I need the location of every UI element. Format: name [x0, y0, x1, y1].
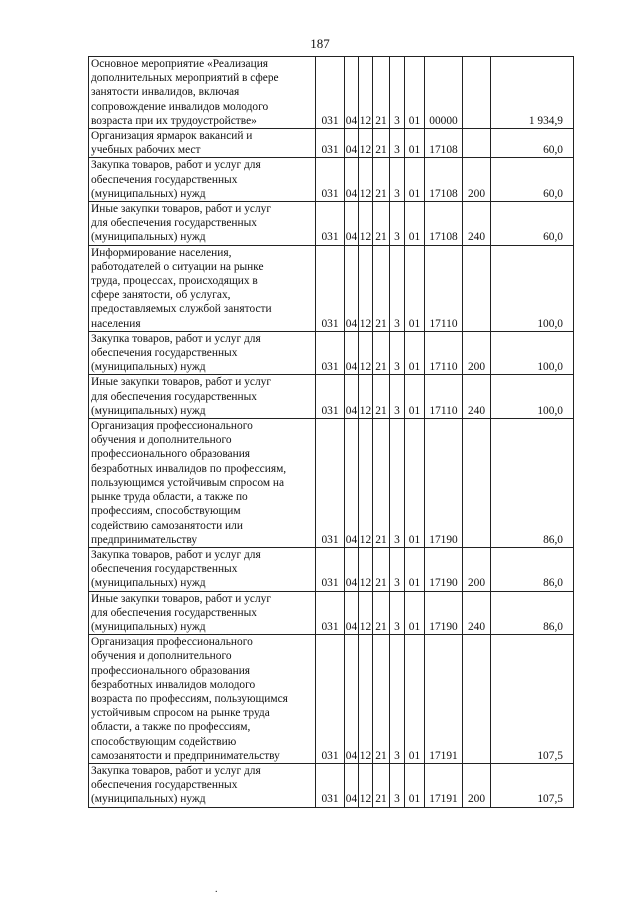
table-row: [89, 129, 574, 158]
adm-code-cell: 031: [316, 245, 345, 331]
event-cell: 01: [405, 547, 425, 591]
section-cell: 04: [345, 245, 359, 331]
event-cell: 01: [405, 591, 425, 635]
direction-cell: 00000: [425, 57, 463, 129]
expense-type-cell: [463, 419, 491, 548]
expense-type-cell: [463, 245, 491, 331]
adm-code-cell: 031: [316, 547, 345, 591]
item-name-line: Закупка товаров, работ и услуг для: [91, 764, 261, 777]
expense-type-cell: [463, 129, 491, 158]
program-cell: 21: [373, 547, 390, 591]
program-cell: 21: [373, 158, 390, 202]
amount-cell: 60,0: [491, 202, 574, 246]
item-name-line: предоставляемых службой занятости: [91, 303, 272, 316]
item-name-line: Иные закупки товаров, работ и услуг: [91, 592, 272, 605]
item-name-cell: [89, 331, 316, 375]
item-name-line: (муниципальных) нужд: [91, 577, 206, 590]
item-name-line: сфере занятости, об услугах,: [91, 289, 231, 302]
item-name-line: профессионального образования: [91, 448, 251, 461]
program-cell: 21: [373, 331, 390, 375]
item-name-line: содействию самозанятости или: [91, 519, 243, 532]
expense-type-cell: 240: [463, 202, 491, 246]
item-name-cell: [89, 635, 316, 764]
item-name-line: для обеспечения государственных: [91, 390, 257, 403]
subprogram-cell: 3: [390, 375, 405, 419]
program-cell: 21: [373, 202, 390, 246]
budget-table: [88, 56, 574, 808]
program-cell: 21: [373, 245, 390, 331]
event-cell: 01: [405, 129, 425, 158]
event-cell: 01: [405, 635, 425, 764]
subprogram-cell: 3: [390, 158, 405, 202]
amount-cell: 86,0: [491, 419, 574, 548]
expense-type-cell: 240: [463, 591, 491, 635]
subprogram-cell: 3: [390, 57, 405, 129]
item-name-line: (муниципальных) нужд: [91, 404, 206, 417]
subprogram-cell: 3: [390, 202, 405, 246]
expense-type-cell: [463, 57, 491, 129]
subsection-cell: 12: [359, 202, 373, 246]
program-cell: 21: [373, 591, 390, 635]
direction-cell: 17190: [425, 419, 463, 548]
adm-code-cell: 031: [316, 763, 345, 807]
table-body: [89, 57, 574, 808]
item-name-line: учебных рабочих мест: [91, 144, 201, 157]
subprogram-cell: 3: [390, 763, 405, 807]
item-name-line: для обеспечения государственных: [91, 606, 257, 619]
item-name-cell: [89, 375, 316, 419]
expense-type-cell: 200: [463, 763, 491, 807]
item-name-line: работодателей о ситуации на рынке: [91, 260, 264, 273]
amount-cell: 100,0: [491, 245, 574, 331]
amount-cell: 100,0: [491, 375, 574, 419]
item-name-line: Организация профессионального: [91, 420, 253, 433]
item-name-line: занятости инвалидов, включая: [91, 86, 240, 99]
subsection-cell: 12: [359, 129, 373, 158]
amount-cell: 1 934,9: [491, 57, 574, 129]
item-name-line: Закупка товаров, работ и услуг для: [91, 332, 261, 345]
section-cell: 04: [345, 158, 359, 202]
item-name-line: для обеспечения государственных: [91, 217, 257, 230]
direction-cell: 17190: [425, 547, 463, 591]
program-cell: 21: [373, 57, 390, 129]
item-name-line: безработных инвалидов молодого: [91, 678, 256, 691]
amount-cell: 100,0: [491, 331, 574, 375]
item-name-line: устойчивым спросом на рынке труда: [91, 707, 270, 720]
program-cell: 21: [373, 635, 390, 764]
adm-code-cell: 031: [316, 375, 345, 419]
item-name-line: Организация ярмарок вакансий и: [91, 130, 253, 143]
event-cell: 01: [405, 763, 425, 807]
direction-cell: 17190: [425, 591, 463, 635]
direction-cell: 17110: [425, 245, 463, 331]
table-row: [89, 547, 574, 591]
section-cell: 04: [345, 547, 359, 591]
program-cell: 21: [373, 129, 390, 158]
subprogram-cell: 3: [390, 331, 405, 375]
subsection-cell: 12: [359, 57, 373, 129]
adm-code-cell: 031: [316, 331, 345, 375]
table-row: [89, 635, 574, 764]
item-name-cell: [89, 419, 316, 548]
item-name-line: предпринимательству: [91, 533, 198, 546]
subprogram-cell: 3: [390, 245, 405, 331]
item-name-line: безработных инвалидов по профессиям,: [91, 462, 287, 475]
item-name-line: обучения и дополнительного: [91, 650, 232, 663]
subsection-cell: 12: [359, 158, 373, 202]
event-cell: 01: [405, 375, 425, 419]
table-row: [89, 57, 574, 129]
item-name-line: Организация профессионального: [91, 636, 253, 649]
amount-cell: 86,0: [491, 547, 574, 591]
direction-cell: 17108: [425, 158, 463, 202]
adm-code-cell: 031: [316, 419, 345, 548]
direction-cell: 17108: [425, 202, 463, 246]
subprogram-cell: 3: [390, 547, 405, 591]
event-cell: 01: [405, 245, 425, 331]
expense-type-cell: 200: [463, 158, 491, 202]
subsection-cell: 12: [359, 331, 373, 375]
item-name-line: профессионального образования: [91, 664, 251, 677]
section-cell: 04: [345, 763, 359, 807]
subsection-cell: 12: [359, 375, 373, 419]
event-cell: 01: [405, 158, 425, 202]
table-row: [89, 245, 574, 331]
program-cell: 21: [373, 763, 390, 807]
item-name-line: труда, процессах, происходящих в: [91, 275, 258, 288]
event-cell: 01: [405, 57, 425, 129]
item-name-line: (муниципальных) нужд: [91, 793, 206, 806]
item-name-line: возраста по профессиям, пользующимся: [91, 692, 288, 705]
section-cell: 04: [345, 591, 359, 635]
item-name-line: обеспечения государственных: [91, 563, 238, 576]
item-name-line: способствующим содействию: [91, 735, 237, 748]
event-cell: 01: [405, 331, 425, 375]
section-cell: 04: [345, 635, 359, 764]
table-row: [89, 591, 574, 635]
subprogram-cell: 3: [390, 419, 405, 548]
adm-code-cell: 031: [316, 158, 345, 202]
program-cell: 21: [373, 419, 390, 548]
item-name-line: профессиям, способствующим: [91, 505, 241, 518]
item-name-line: населения: [91, 317, 141, 330]
item-name-cell: [89, 202, 316, 246]
expense-type-cell: 240: [463, 375, 491, 419]
subsection-cell: 12: [359, 547, 373, 591]
item-name-line: (муниципальных) нужд: [91, 361, 206, 374]
amount-cell: 86,0: [491, 591, 574, 635]
item-name-cell: [89, 763, 316, 807]
subsection-cell: 12: [359, 635, 373, 764]
adm-code-cell: 031: [316, 129, 345, 158]
amount-cell: 60,0: [491, 129, 574, 158]
section-cell: 04: [345, 331, 359, 375]
adm-code-cell: 031: [316, 591, 345, 635]
item-name-cell: [89, 547, 316, 591]
table-row: [89, 202, 574, 246]
table-row: [89, 419, 574, 548]
item-name-line: Информирование населения,: [91, 246, 232, 259]
subsection-cell: 12: [359, 245, 373, 331]
table-row: [89, 375, 574, 419]
event-cell: 01: [405, 202, 425, 246]
item-name-line: (муниципальных) нужд: [91, 620, 206, 633]
item-name-line: Закупка товаров, работ и услуг для: [91, 548, 261, 561]
section-cell: 04: [345, 57, 359, 129]
table-row: [89, 158, 574, 202]
section-cell: 04: [345, 419, 359, 548]
item-name-line: рынке труда области, а также по: [91, 491, 248, 504]
event-cell: 01: [405, 419, 425, 548]
item-name-cell: [89, 591, 316, 635]
subprogram-cell: 3: [390, 635, 405, 764]
item-name-line: обеспечения государственных: [91, 779, 238, 792]
subsection-cell: 12: [359, 763, 373, 807]
item-name-cell: [89, 129, 316, 158]
item-name-line: (муниципальных) нужд: [91, 187, 206, 200]
direction-cell: 17191: [425, 635, 463, 764]
item-name-line: обучения и дополнительного: [91, 434, 232, 447]
item-name-line: Иные закупки товаров, работ и услуг: [91, 203, 272, 216]
subprogram-cell: 3: [390, 591, 405, 635]
adm-code-cell: 031: [316, 202, 345, 246]
direction-cell: 17110: [425, 375, 463, 419]
section-cell: 04: [345, 202, 359, 246]
page-number: 187: [310, 36, 330, 51]
footer-mark: .: [215, 884, 218, 895]
subprogram-cell: 3: [390, 129, 405, 158]
item-name-line: Иные закупки товаров, работ и услуг: [91, 376, 272, 389]
item-name-line: возраста при их трудоустройстве»: [91, 114, 257, 127]
item-name-line: самозанятости и предпринимательству: [91, 749, 280, 762]
expense-type-cell: 200: [463, 331, 491, 375]
item-name-line: обеспечения государственных: [91, 347, 238, 360]
item-name-cell: [89, 158, 316, 202]
direction-cell: 17110: [425, 331, 463, 375]
direction-cell: 17191: [425, 763, 463, 807]
item-name-line: (муниципальных) нужд: [91, 231, 206, 244]
item-name-line: дополнительных мероприятий в сфере: [91, 72, 279, 85]
program-cell: 21: [373, 375, 390, 419]
expense-type-cell: [463, 635, 491, 764]
subsection-cell: 12: [359, 419, 373, 548]
amount-cell: 107,5: [491, 763, 574, 807]
adm-code-cell: 031: [316, 635, 345, 764]
table-row: [89, 331, 574, 375]
adm-code-cell: 031: [316, 57, 345, 129]
direction-cell: 17108: [425, 129, 463, 158]
section-cell: 04: [345, 375, 359, 419]
item-name-line: сопровождение инвалидов молодого: [91, 100, 269, 113]
item-name-cell: [89, 57, 316, 129]
item-name-line: пользующимся устойчивым спросом на: [91, 476, 285, 489]
subsection-cell: 12: [359, 591, 373, 635]
item-name-line: Закупка товаров, работ и услуг для: [91, 159, 261, 172]
amount-cell: 60,0: [491, 158, 574, 202]
item-name-line: Основное мероприятие «Реализация: [91, 58, 269, 70]
amount-cell: 107,5: [491, 635, 574, 764]
expense-type-cell: 200: [463, 547, 491, 591]
item-name-line: обеспечения государственных: [91, 173, 238, 186]
table-row: [89, 763, 574, 807]
item-name-line: области, а также по профессиям,: [91, 721, 251, 734]
section-cell: 04: [345, 129, 359, 158]
item-name-cell: [89, 245, 316, 331]
